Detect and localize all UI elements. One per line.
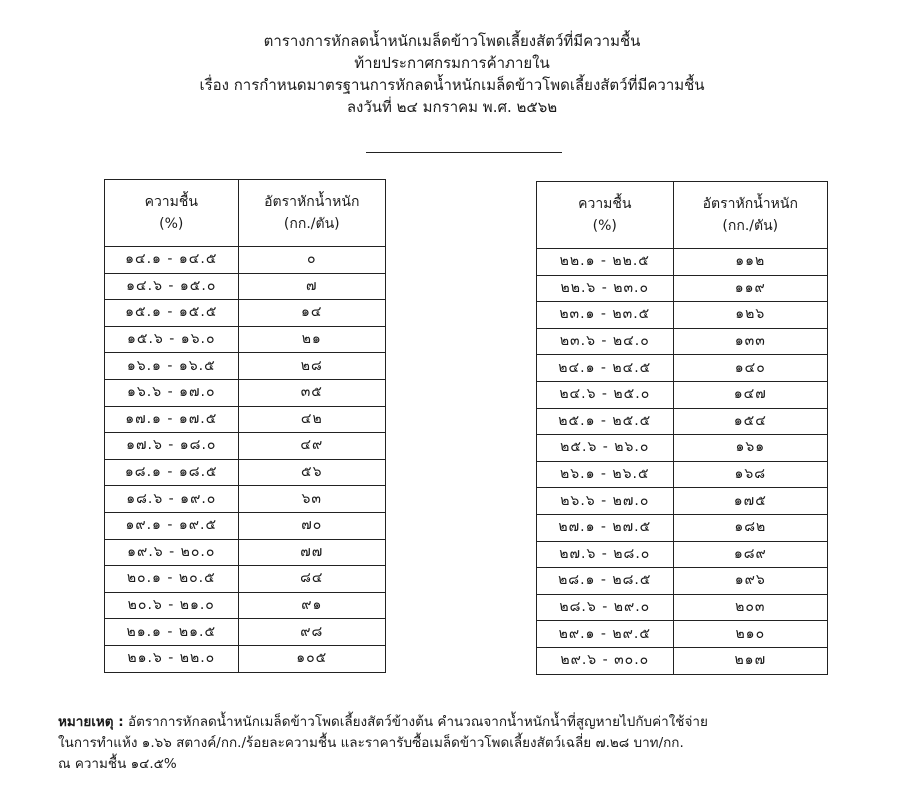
moisture-range-cell: ๒๖.๖ - ๒๗.๐ xyxy=(537,488,674,515)
moisture-header-label: ความชื้น xyxy=(144,194,198,210)
document-subtitle: ท้ายประกาศกรมการค้าภายใน xyxy=(354,54,550,72)
table-row xyxy=(105,486,386,513)
moisture-range-cell: ๒๘.๑ - ๒๘.๕ xyxy=(537,568,674,595)
moisture-range-cell: ๒๑.๑ - ๒๑.๕ xyxy=(105,619,239,646)
table-row xyxy=(537,275,828,302)
moisture-range-cell: ๑๘.๖ - ๑๙.๐ xyxy=(105,486,239,513)
footnote-line-2: ในการทำแห้ง ๑.๖๖ สตางค์/กก./ร้อยละความชื้น และราคารับซื้อเมล็ดข้าวโพดเลี้ยงสัตว์เฉลี่ย ๗.๒๘ บาท/กก. xyxy=(58,735,684,751)
table-row xyxy=(537,568,828,595)
moisture-range-cell: ๑๕.๑ - ๑๕.๕ xyxy=(105,300,239,327)
footnote xyxy=(58,712,888,775)
moisture-range-cell: ๒๖.๑ - ๒๖.๕ xyxy=(537,461,674,488)
moisture-range-cell: ๑๘.๑ - ๑๘.๕ xyxy=(105,459,239,486)
footnote-label: หมายเหตุ : xyxy=(58,714,124,730)
moisture-header-label: ความชื้น xyxy=(578,196,632,212)
moisture-range-cell: ๒๗.๖ - ๒๘.๐ xyxy=(537,541,674,568)
footnote-line-1: อัตราการหักลดน้ำหนักเมล็ดข้าวโพดเลี้ยงสัตว์ข้างต้น คำนวณจากน้ำหนักน้ำที่สูญหายไปกับค่าใช้จ่าย xyxy=(127,714,708,730)
deduction-rate-cell: ๔๒ xyxy=(238,406,385,433)
deduction-rate-cell: ๑๓๓ xyxy=(673,328,827,355)
moisture-range-cell: ๒๔.๖ - ๒๕.๐ xyxy=(537,381,674,408)
moisture-range-cell: ๒๘.๖ - ๒๙.๐ xyxy=(537,594,674,621)
table-row xyxy=(537,302,828,329)
table-row xyxy=(105,512,386,539)
moisture-range-cell: ๒๙.๑ - ๒๙.๕ xyxy=(537,621,674,648)
table-row xyxy=(537,514,828,541)
table-row xyxy=(105,379,386,406)
header-divider xyxy=(366,152,562,153)
moisture-range-cell: ๒๗.๑ - ๒๗.๕ xyxy=(537,514,674,541)
table-row xyxy=(537,381,828,408)
deduction-rate-cell: ๙๑ xyxy=(238,592,385,619)
moisture-range-cell: ๑๖.๖ - ๑๗.๐ xyxy=(105,379,239,406)
deduction-rate-cell: ๑๔๗ xyxy=(673,381,827,408)
deduction-rate-cell: ๔๙ xyxy=(238,433,385,460)
document-title: ตารางการหักลดน้ำหนักเมล็ดข้าวโพดเลี้ยงสัตว์ที่มีความชื้น xyxy=(263,32,641,50)
table-row xyxy=(105,539,386,566)
moisture-range-cell: ๒๙.๖ - ๓๐.๐ xyxy=(537,647,674,674)
deduction-rate-cell: ๓๕ xyxy=(238,379,385,406)
deduction-rate-cell: ๕๖ xyxy=(238,459,385,486)
rate-header-unit: (กก./ตัน) xyxy=(283,216,340,232)
table-header-row xyxy=(105,180,386,247)
moisture-range-cell: ๑๗.๑ - ๑๗.๕ xyxy=(105,406,239,433)
deduction-rate-cell: ๑๙๖ xyxy=(673,568,827,595)
deduction-rate-cell: ๑๔๐ xyxy=(673,355,827,382)
table-row xyxy=(105,566,386,593)
deduction-rate-cell: ๒๑๗ xyxy=(673,647,827,674)
moisture-column-header xyxy=(537,182,674,249)
deduction-rate-cell: ๗ xyxy=(238,273,385,300)
table-row xyxy=(537,621,828,648)
table-row xyxy=(537,594,828,621)
table-row xyxy=(105,353,386,380)
deduction-table-left xyxy=(104,179,386,673)
moisture-range-cell: ๑๙.๑ - ๑๙.๕ xyxy=(105,512,239,539)
deduction-rate-cell: ๑๐๕ xyxy=(238,645,385,672)
table-row xyxy=(105,273,386,300)
table-row xyxy=(105,406,386,433)
table-row xyxy=(105,247,386,274)
table-row xyxy=(105,592,386,619)
deduction-rate-cell: ๑๘๙ xyxy=(673,541,827,568)
table-row xyxy=(537,249,828,276)
deduction-rate-cell: ๑๖๑ xyxy=(673,435,827,462)
deduction-rate-cell: ๘๔ xyxy=(238,566,385,593)
moisture-range-cell: ๒๑.๖ - ๒๒.๐ xyxy=(105,645,239,672)
moisture-range-cell: ๑๔.๖ - ๑๕.๐ xyxy=(105,273,239,300)
deduction-rate-cell: ๑๖๘ xyxy=(673,461,827,488)
moisture-range-cell: ๒๐.๑ - ๒๐.๕ xyxy=(105,566,239,593)
table-row xyxy=(105,433,386,460)
moisture-range-cell: ๑๕.๖ - ๑๖.๐ xyxy=(105,326,239,353)
table-header-row xyxy=(537,182,828,249)
deduction-rate-cell: ๒๐๓ xyxy=(673,594,827,621)
deduction-rate-cell: ๑๑๙ xyxy=(673,275,827,302)
document-header xyxy=(0,30,904,118)
table-row xyxy=(537,435,828,462)
deduction-rate-cell: ๙๘ xyxy=(238,619,385,646)
table-row xyxy=(537,541,828,568)
moisture-range-cell: ๒๓.๖ - ๒๔.๐ xyxy=(537,328,674,355)
deduction-rate-cell: ๑๔ xyxy=(238,300,385,327)
table-row xyxy=(105,645,386,672)
moisture-range-cell: ๒๒.๑ - ๒๒.๕ xyxy=(537,249,674,276)
table-row xyxy=(105,619,386,646)
table-row xyxy=(537,355,828,382)
deduction-rate-cell: ๑๒๖ xyxy=(673,302,827,329)
deduction-rate-cell: ๐ xyxy=(238,247,385,274)
deduction-rate-cell: ๒๑ xyxy=(238,326,385,353)
table-row xyxy=(537,328,828,355)
table-row xyxy=(105,300,386,327)
table-row xyxy=(537,461,828,488)
rate-header-label: อัตราหักน้ำหนัก xyxy=(264,194,360,210)
moisture-header-unit: (%) xyxy=(159,216,184,232)
deduction-table-right xyxy=(536,181,828,675)
footnote-line-3: ณ ความชื้น ๑๔.๕% xyxy=(58,756,177,772)
moisture-range-cell: ๒๒.๖ - ๒๓.๐ xyxy=(537,275,674,302)
deduction-rate-cell: ๑๘๒ xyxy=(673,514,827,541)
moisture-range-cell: ๑๙.๖ - ๒๐.๐ xyxy=(105,539,239,566)
rate-column-header xyxy=(673,182,827,249)
table-row xyxy=(537,488,828,515)
rate-column-header xyxy=(238,180,385,247)
moisture-range-cell: ๒๐.๖ - ๒๑.๐ xyxy=(105,592,239,619)
deduction-rate-cell: ๑๗๕ xyxy=(673,488,827,515)
table-row xyxy=(537,408,828,435)
moisture-range-cell: ๒๔.๑ - ๒๔.๕ xyxy=(537,355,674,382)
moisture-column-header xyxy=(105,180,239,247)
table-row xyxy=(105,459,386,486)
deduction-rate-cell: ๒๘ xyxy=(238,353,385,380)
deduction-rate-cell: ๒๑๐ xyxy=(673,621,827,648)
deduction-rate-cell: ๖๓ xyxy=(238,486,385,513)
deduction-rate-cell: ๗๗ xyxy=(238,539,385,566)
deduction-rate-cell: ๑๑๒ xyxy=(673,249,827,276)
deduction-rate-cell: ๗๐ xyxy=(238,512,385,539)
moisture-range-cell: ๑๖.๑ - ๑๖.๕ xyxy=(105,353,239,380)
table-row xyxy=(537,647,828,674)
moisture-range-cell: ๒๕.๑ - ๒๕.๕ xyxy=(537,408,674,435)
moisture-range-cell: ๑๗.๖ - ๑๘.๐ xyxy=(105,433,239,460)
moisture-header-unit: (%) xyxy=(592,218,617,234)
rate-header-label: อัตราหักน้ำหนัก xyxy=(702,196,798,212)
moisture-range-cell: ๒๕.๖ - ๒๖.๐ xyxy=(537,435,674,462)
deduction-rate-cell: ๑๕๔ xyxy=(673,408,827,435)
document-date: ลงวันที่ ๒๔ มกราคม พ.ศ. ๒๕๖๒ xyxy=(346,98,558,116)
moisture-range-cell: ๒๓.๑ - ๒๓.๕ xyxy=(537,302,674,329)
table-row xyxy=(105,326,386,353)
rate-header-unit: (กก./ตัน) xyxy=(722,218,779,234)
moisture-range-cell: ๑๔.๑ - ๑๔.๕ xyxy=(105,247,239,274)
document-subject: เรื่อง การกำหนดมาตรฐานการหักลดน้ำหนักเมล็ดข้าวโพดเลี้ยงสัตว์ที่มีความชื้น xyxy=(199,76,705,94)
